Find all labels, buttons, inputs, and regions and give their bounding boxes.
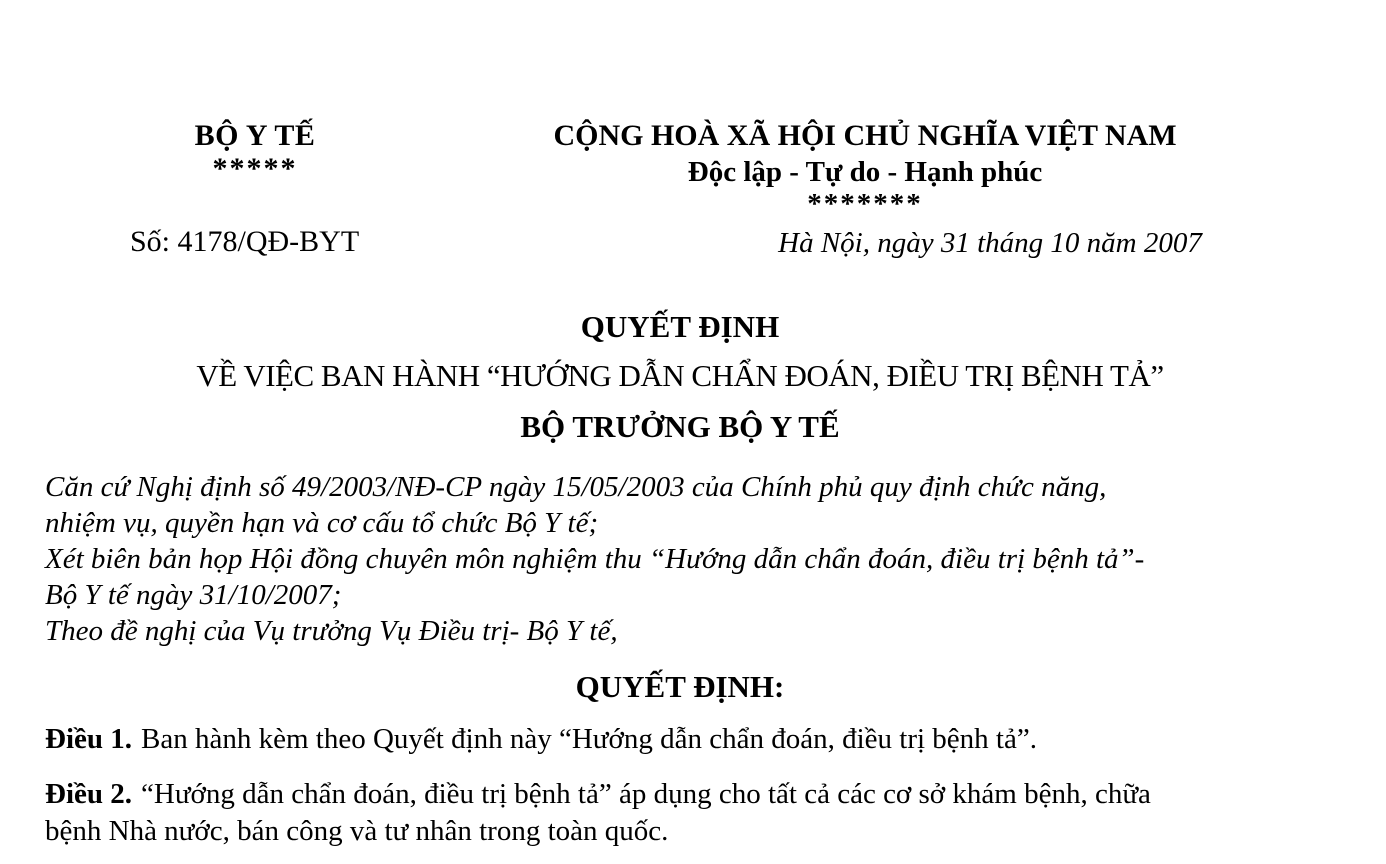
national-motto: Độc lập - Tự do - Hạnh phúc — [687, 156, 1043, 188]
decision-title: QUYẾT ĐỊNH — [580, 309, 780, 344]
decision-subject: VỀ VIỆC BAN HÀNH “HƯỚNG DẪN CHẨN ĐOÁN, ĐIỀU TRỊ BỆNH TẢ” — [196, 358, 1164, 393]
preamble-line: Xét biên bản họp Hội đồng chuyên môn nghiệm thu “Hướng dẫn chẩn đoán, điều trị bệnh tả”- — [45, 543, 1145, 575]
article-2-text-line-2: bệnh Nhà nước, bán công và tư nhân trong toàn quốc. — [45, 815, 669, 847]
issuing-authority: BỘ TRƯỞNG BỘ Y TẾ — [520, 409, 840, 444]
motto-stars-divider: ******* — [807, 188, 923, 220]
preamble-line: Bộ Y tế ngày 31/10/2007; — [45, 579, 342, 611]
document-number: Số: 4178/QĐ-BYT — [130, 225, 360, 258]
country-name: CỘNG HOÀ XÃ HỘI CHỦ NGHĨA VIỆT NAM — [553, 119, 1177, 152]
preamble — [45, 469, 1386, 649]
place-date: Hà Nội, ngày 31 tháng 10 năm 2007 — [778, 227, 1202, 259]
article-1-text: Ban hành kèm theo Quyết định này “Hướng dẫn chẩn đoán, điều trị bệnh tả”. — [141, 723, 1037, 755]
national-block — [520, 118, 1210, 220]
article-1-label: Điều 1. — [45, 723, 132, 755]
article-2-label: Điều 2. — [45, 778, 132, 810]
preamble-line: Căn cứ Nghị định số 49/2003/NĐ-CP ngày 15/05/2003 của Chính phủ quy định chức năng, — [45, 471, 1107, 503]
article-1 — [45, 721, 1386, 758]
org-stars-divider: ***** — [212, 152, 298, 185]
decision-heading: QUYẾT ĐỊNH: — [575, 669, 785, 704]
title-block — [0, 307, 1360, 447]
preamble-line: nhiệm vụ, quyền hạn và cơ cấu tổ chức Bộ Y tế; — [45, 507, 599, 539]
preamble-line: Theo đề nghị của Vụ trưởng Vụ Điều trị- Bộ Y tế, — [45, 615, 618, 647]
article-2-text-line-1: “Hướng dẫn chẩn đoán, điều trị bệnh tả” áp dụng cho tất cả các cơ sở khám bệnh, chữa — [141, 778, 1151, 810]
document-header — [0, 0, 1386, 220]
reference-row — [0, 225, 1386, 265]
article-2 — [45, 776, 1386, 850]
issuing-org-block — [40, 118, 470, 217]
org-name: BỘ Y TẾ — [194, 119, 316, 152]
